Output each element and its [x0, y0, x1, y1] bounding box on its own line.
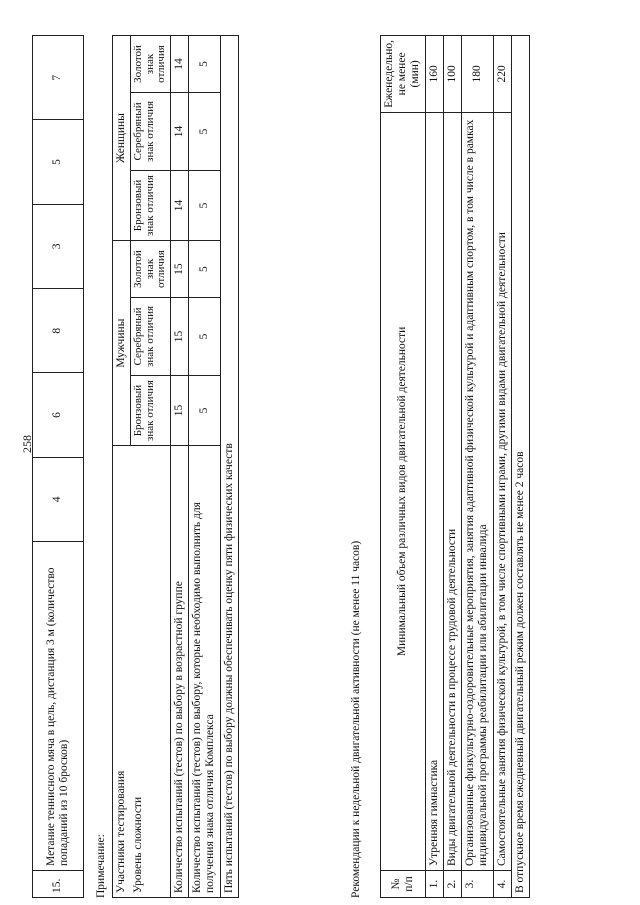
test-value: 6	[33, 373, 84, 457]
test-value: 7	[33, 36, 84, 120]
cell-value: 5	[189, 36, 220, 93]
weekly-minutes: 180	[462, 36, 493, 113]
activity-text: Самостоятельные занятия физической культурой, в том числе спортивными играми, другими видами двигательной деятельности	[493, 112, 511, 870]
activity-text: Утренняя гимнастика	[425, 112, 443, 870]
recommendations-title: Рекомендации к недельной двигательной активности (не менее 11 часов)	[350, 540, 362, 898]
cell-value: 5	[189, 92, 220, 170]
note-label: Примечание:	[95, 834, 107, 898]
cell-value: 14	[170, 36, 188, 93]
page-number: 258	[20, 435, 34, 453]
activity-header: Минимальный объем различных видов двигательной деятельности	[381, 112, 426, 870]
table-row	[220, 36, 238, 898]
badge-header: Бронзовый знак отличия	[131, 375, 171, 445]
weekly-minutes: 220	[493, 36, 511, 113]
table-row	[33, 36, 84, 898]
test-row-15-table	[32, 35, 84, 898]
table-row	[381, 36, 426, 898]
badges-table	[112, 35, 239, 898]
row-number: 1.	[425, 871, 443, 898]
test-name: Метание теннисного мяча в цель, дистанция 3 м (количество попаданий из 10 бросков)	[33, 542, 84, 871]
number-header: № п/п	[381, 871, 426, 898]
row-number: 3.	[462, 871, 493, 898]
badge-header: Бронзовый знак отличия	[131, 170, 171, 240]
row-number: 4.	[493, 871, 511, 898]
test-value: 8	[33, 289, 84, 373]
test-value: 3	[33, 204, 84, 288]
cell-value: 5	[189, 298, 220, 376]
table-row	[493, 36, 511, 898]
table-row	[113, 36, 131, 898]
table-footer: В отпускное время ежедневный двигательный режим должен составлять не менее 2 часов	[511, 36, 529, 898]
cell-value: 5	[189, 241, 220, 298]
row-label: Количество испытаний (тестов) по выбору в возрастной группе	[170, 446, 188, 898]
cell-value: 15	[170, 375, 188, 445]
badge-header: Золотой знак отличия	[131, 241, 171, 298]
cell-value: 5	[189, 170, 220, 240]
men-header: Мужчины	[113, 241, 131, 446]
badge-header: Золотой знак отличия	[131, 36, 171, 93]
cell-value: 14	[170, 170, 188, 240]
weekly-minutes: 100	[443, 36, 461, 113]
activity-table	[380, 35, 530, 898]
table-row	[170, 36, 188, 898]
badge-header: Серебряный знак отличия	[131, 92, 171, 170]
row-label: Количество испытаний (тестов) по выбору, которые необходимо выполнить для получения знака отличия Комплекса	[189, 446, 220, 898]
cell-value: 15	[170, 298, 188, 376]
row-number: 15.	[33, 871, 84, 898]
badge-header: Серебряный знак отличия	[131, 298, 171, 376]
cell-value: 14	[170, 92, 188, 170]
table-row	[511, 36, 529, 898]
table-row	[189, 36, 220, 898]
activity-text: Виды двигательной деятельности в процессе трудовой деятельности	[443, 112, 461, 870]
table-row	[425, 36, 443, 898]
test-value: 5	[33, 120, 84, 204]
activity-text: Организованные физкультурно-оздоровительные мероприятия, занятия адаптивной физической культурой и адаптивным спортом, в том числе в рамках индивидуальной программы реабилитации или абилитации инвалида	[462, 112, 493, 870]
weekly-header: Еженедельно, не менее (мин)	[381, 36, 426, 113]
table-row	[462, 36, 493, 898]
cell-value: 15	[170, 241, 188, 298]
women-header: Женщины	[113, 36, 131, 241]
table-footer: Пять испытаний (тестов) по выбору должны обеспечивать оценку пяти физических качеств	[220, 36, 238, 898]
row-number: 2.	[443, 871, 461, 898]
participants-label: Участники тестирования	[115, 770, 127, 893]
level-label: Уровень сложности	[132, 796, 145, 893]
table-row	[443, 36, 461, 898]
test-value: 4	[33, 457, 84, 541]
rotated-document	[20, 18, 620, 898]
weekly-minutes: 160	[425, 36, 443, 113]
cell-value: 5	[189, 375, 220, 445]
